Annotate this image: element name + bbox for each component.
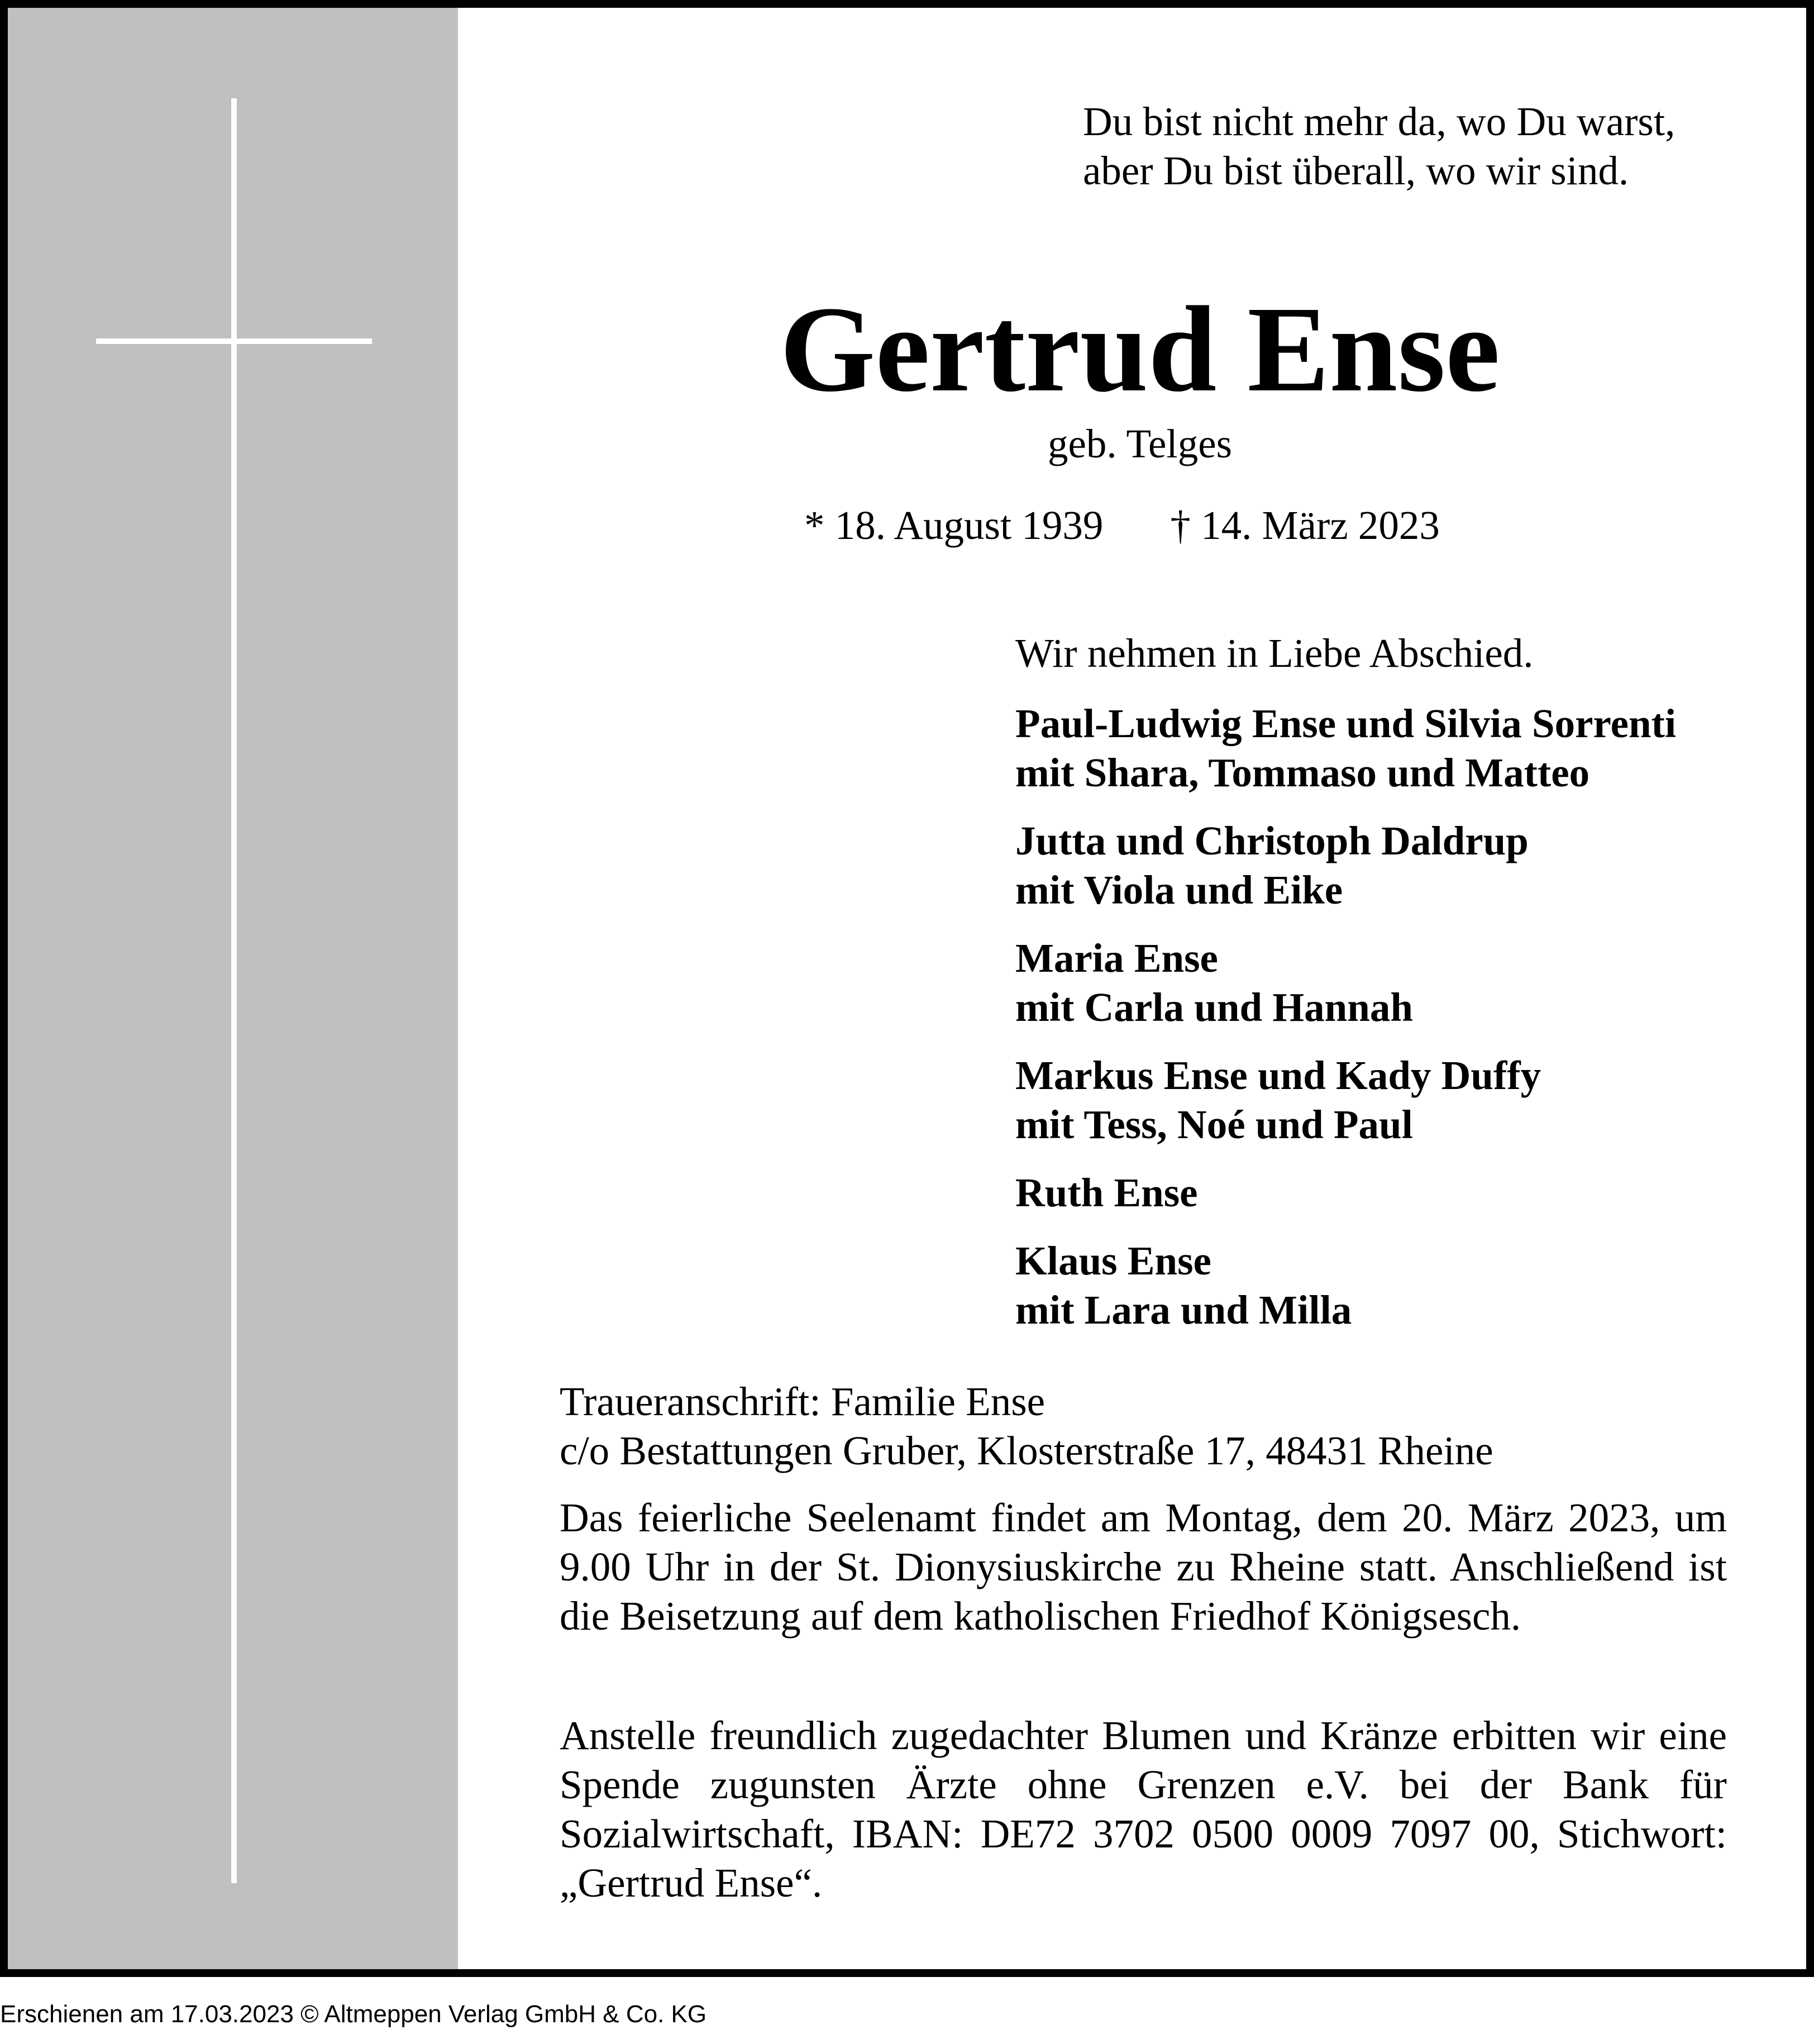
mourner-line: mit Shara, Tommaso und Matteo <box>1015 750 1590 795</box>
mourner-line: Paul-Ludwig Ense und Silvia Sorrenti <box>1015 701 1677 746</box>
quote-line: aber Du bist überall, wo wir sind. <box>1083 148 1629 193</box>
mourner-group <box>1015 1051 1676 1149</box>
donation-request: Anstelle freundlich zugedachter Blumen und Kränze erbitten wir eine Spende zugunsten Ärzte ohne Grenzen e.V. bei der Bank für Sozialwirtschaft, IBAN: DE72 3702 0500 0009 7097 00, Stichwort: „Gertrud Ense“. <box>560 1713 1727 1905</box>
mourner-line: mit Tess, Noé und Paul <box>1015 1102 1413 1147</box>
address-line: c/o Bestattungen Gruber, Klosterstraße 17, 48431 Rheine <box>560 1428 1493 1473</box>
service-details: Das feierliche Seelenamt findet am Montag, dem 20. März 2023, um 9.00 Uhr in der St. Dionysiuskirche zu Rheine statt. Anschließend ist die Beisetzung auf dem katholischen Friedhof Königsesch. <box>560 1495 1727 1639</box>
publication-footer: Erschienen am 17.03.2023 © Altmeppen Verlag GmbH & Co. KG <box>0 2000 707 2028</box>
quote-line: Du bist nicht mehr da, wo Du warst, <box>1083 99 1675 144</box>
life-dates <box>804 500 1440 551</box>
address-line: Traueranschrift: Familie Ense <box>560 1379 1046 1424</box>
mourner-line: mit Viola und Eike <box>1015 867 1343 913</box>
mourners-list <box>1015 629 1676 1354</box>
memorial-quote <box>1083 97 1675 195</box>
mourner-line: Jutta und Christoph Daldrup <box>1015 818 1529 863</box>
mourner-group <box>1015 699 1676 797</box>
death-date: † 14. März 2023 <box>1170 503 1440 548</box>
mourner-line: Markus Ense und Kady Duffy <box>1015 1053 1541 1098</box>
maiden-name: geb. Telges <box>1047 421 1233 466</box>
mourner-group <box>1015 816 1676 915</box>
mourner-line: Ruth Ense <box>1015 1170 1198 1215</box>
mourner-line: Maria Ense <box>1015 935 1218 981</box>
birth-date: * 18. August 1939 <box>804 503 1104 548</box>
deceased-name: Gertrud Ense <box>780 281 1500 417</box>
cross-horizontal-bar <box>96 338 372 344</box>
cross-vertical-bar <box>231 98 237 1883</box>
mourner-group <box>1015 934 1676 1032</box>
mourner-group <box>1015 1168 1676 1217</box>
side-panel <box>8 8 458 1969</box>
mourning-address <box>560 1377 1493 1475</box>
mourner-line: mit Carla und Hannah <box>1015 985 1413 1030</box>
mourner-group <box>1015 1236 1676 1335</box>
mourner-line: Klaus Ense <box>1015 1238 1211 1283</box>
farewell-text: Wir nehmen in Liebe Abschied. <box>1015 631 1534 676</box>
mourner-line: mit Lara und Milla <box>1015 1287 1352 1333</box>
